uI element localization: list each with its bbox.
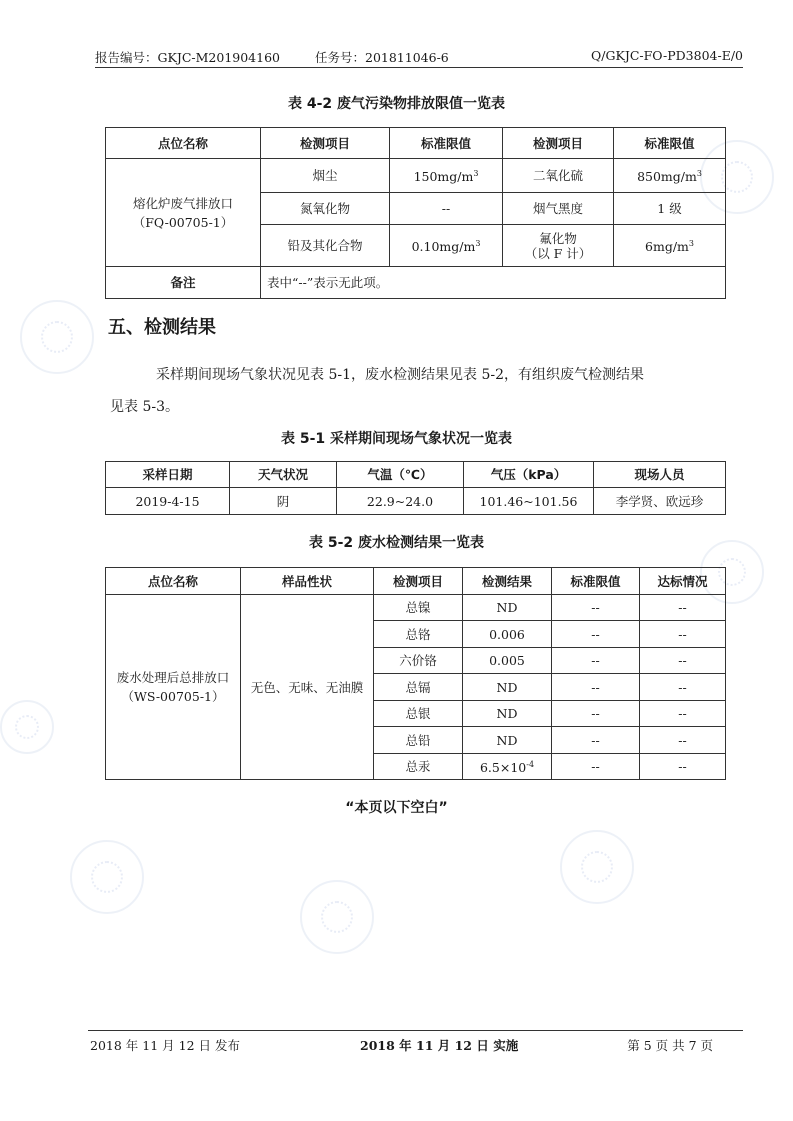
watermark-seal-3 [70,840,144,914]
table-cell: 铅及其化合物 [261,225,390,267]
limit-value: 6mg/m [645,239,689,255]
report-number: 报告编号：GKJC-M201904160 [95,50,280,65]
table-cell [463,754,552,780]
table-cell: -- [640,648,726,674]
result-value: 6.5×10 [479,760,527,776]
limit-value: 0.10mg/m [411,239,476,255]
table-cell: -- [640,621,726,648]
table-cell: 0.006 [463,621,552,648]
table-4-2 [105,127,726,299]
watermark-seal-5 [560,830,634,904]
table-cell: ND [463,727,552,754]
paragraph-line: 采样期间现场气象状况见表 5-1，废水检测结果见表 5-2，有组织废气检测结果 [156,367,644,383]
table-cell [614,159,726,193]
table-cell: -- [640,754,726,780]
table-cell: 101.46~101.56 [464,488,594,515]
paragraph-line: 见表 5-3。 [110,399,179,415]
task-number: 任务号：201811046-6 [315,50,449,65]
superscript: 3 [473,169,479,179]
table-cell [390,159,503,193]
table-header-cell: 采样日期 [106,462,230,488]
table-cell: 烟尘 [261,159,390,193]
table-cell: 烟气黑度 [503,193,614,225]
item-line: （以 F 计） [524,245,592,261]
effective-date: 2018 年 11 月 12 日 实施 [360,1038,519,1053]
table-cell: -- [552,674,640,701]
table-cell: -- [552,595,640,621]
table-cell: -- [552,621,640,648]
table-cell: -- [552,754,640,780]
table-cell [503,225,614,267]
table-header-cell: 天气状况 [230,462,337,488]
table-header-cell: 检测项目 [261,128,390,159]
blank-below-note: “本页以下空白” [345,800,448,816]
table-cell [614,225,726,267]
table-header-cell: 气温（℃） [337,462,464,488]
table-header-cell: 点位名称 [106,568,241,595]
table-cell: -- [390,193,503,225]
superscript: 3 [688,239,694,249]
table-5-1-caption: 表 5-1 采样期间现场气象状况一览表 [280,431,513,447]
table-cell: -- [552,648,640,674]
table-cell: 二氧化硫 [503,159,614,193]
table-cell: 李学贤、欧远珍 [594,488,726,515]
document-code: Q/GKJC-FO-PD3804-E/0 [591,48,743,63]
table-cell: 1 级 [614,193,726,225]
table-cell: -- [640,595,726,621]
table-cell: -- [640,701,726,727]
table-header-cell: 样品性状 [241,568,374,595]
page-number: 第 5 页 共 7 页 [627,1038,713,1053]
table-cell [390,225,503,267]
table-header-cell: 标准限值 [614,128,726,159]
table-cell: 总铬 [374,621,463,648]
table-cell: 22.9~24.0 [337,488,464,515]
point-name: 熔化炉废气排放口 [132,195,233,211]
table-header-cell: 标准限值 [552,568,640,595]
table-header-cell: 检测项目 [374,568,463,595]
table-cell: -- [640,727,726,754]
table-cell: 总银 [374,701,463,727]
point-name-cell [106,595,241,780]
limit-value: 150mg/m [413,169,474,185]
table-cell: 氮氧化物 [261,193,390,225]
table-4-2-caption: 表 4-2 废气污染物排放限值一览表 [287,96,506,112]
table-header-cell: 点位名称 [106,128,261,159]
section-paragraph-cont [110,392,700,422]
table-cell: -- [640,674,726,701]
superscript: -4 [526,760,535,770]
table-cell: -- [552,701,640,727]
note-text: 表中“--”表示无此项。 [261,267,726,299]
superscript: 3 [696,169,702,179]
watermark-seal-7 [0,700,54,754]
table-cell: ND [463,701,552,727]
table-cell: -- [552,727,640,754]
publish-date: 2018 年 11 月 12 日 发布 [90,1038,240,1053]
note-label: 备注 [106,267,261,299]
table-cell: 总铅 [374,727,463,754]
table-5-2-caption: 表 5-2 废水检测结果一览表 [308,535,485,551]
table-cell: 总汞 [374,754,463,780]
sample-desc-cell: 无色、无味、无油膜 [241,595,374,780]
table-cell: 总镉 [374,674,463,701]
section-title: 五、检测结果 [108,317,216,338]
section-paragraph [110,360,700,390]
superscript: 3 [475,239,481,249]
item-line: 氟化物 [539,230,577,246]
page-header [95,45,743,68]
table-cell: ND [463,674,552,701]
table-5-2 [105,567,726,780]
table-cell: ND [463,595,552,621]
watermark-seal-4 [300,880,374,954]
table-cell: 六价铬 [374,648,463,674]
table-header-cell: 检测项目 [503,128,614,159]
table-header-cell: 现场人员 [594,462,726,488]
table-5-1 [105,461,726,515]
watermark-seal-1 [20,300,94,374]
point-code: （WS-00705-1） [121,689,225,704]
table-header-cell: 气压（kPa） [464,462,594,488]
point-name: 废水处理后总排放口 [116,670,230,685]
table-cell: 总镍 [374,595,463,621]
table-cell: 2019-4-15 [106,488,230,515]
point-code: （FQ-00705-1） [132,214,234,230]
table-cell: 阴 [230,488,337,515]
table-header-cell: 标准限值 [390,128,503,159]
table-header-cell: 检测结果 [463,568,552,595]
page-footer [88,1030,743,1053]
table-header-cell: 达标情况 [640,568,726,595]
limit-value: 850mg/m [637,169,697,185]
point-name-cell [106,159,261,267]
table-cell: 0.005 [463,648,552,674]
